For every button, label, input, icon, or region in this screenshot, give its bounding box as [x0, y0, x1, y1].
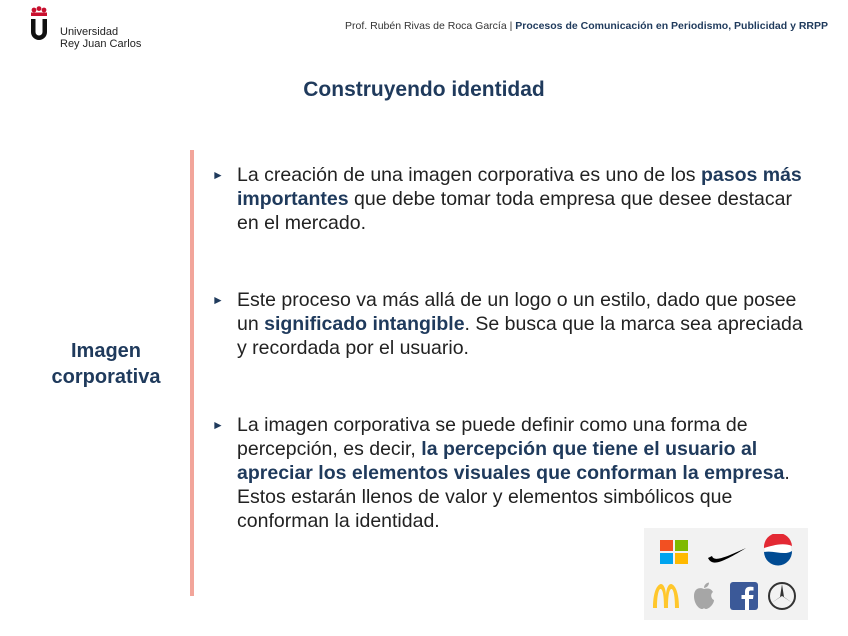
bullet-text: La imagen corporativa se puede definir como una forma de percepción, es decir, [237, 414, 748, 460]
bullet-bold-text: pasos más importantes [237, 164, 802, 210]
professor-name: Prof. Rubén Rivas de Roca García [345, 20, 507, 32]
university-name [60, 26, 141, 50]
bullet-item [212, 163, 812, 235]
mcdonalds-logo-icon [650, 580, 682, 612]
vertical-divider [190, 150, 194, 596]
header-info [345, 20, 828, 32]
bullet-text: . Estos estarán llenos de valor y elementos simbólicos que conforman la identidad. [237, 462, 790, 532]
side-label-line1: Imagen [70, 340, 142, 362]
facebook-logo-icon [728, 580, 760, 612]
bullet-text: . Se busca que la marca sea apreciada y recordada por el usuario. [237, 313, 803, 359]
bullet-item [212, 288, 812, 360]
apple-logo-icon [688, 580, 720, 612]
bullet-text: Este proceso va más allá de un logo o un estilo, dado que posee un [237, 289, 797, 335]
brand-logos-image [644, 528, 808, 620]
course-name: Procesos de Comunicación en Periodismo, Publicidad y RRPP [515, 20, 828, 32]
slide-title: Construyendo identidad [303, 78, 545, 101]
windows-logo-icon [658, 536, 690, 568]
bullet-text: La creación de una imagen corporativa es uno de los [237, 164, 701, 186]
header-separator: | [506, 20, 516, 32]
bullet-bold-text: la percepción que tiene el usuario al apreciar los elementos visuales que conforman la empresa [237, 438, 785, 484]
bullet-arrow-icon: ► [212, 293, 224, 307]
bullet-list [212, 163, 812, 533]
nike-logo-icon [706, 536, 748, 568]
university-logo [28, 6, 158, 52]
university-name-line2: Rey Juan Carlos [60, 38, 142, 50]
bullet-arrow-icon: ► [212, 418, 224, 432]
side-label [36, 338, 176, 390]
bullet-text: que debe tomar toda empresa que desee destacar en el mercado. [237, 188, 792, 234]
bullet-bold-text: significado intangible [264, 313, 465, 335]
mercedes-logo-icon [766, 580, 798, 612]
university-name-line1: Universidad [60, 26, 119, 38]
side-label-line2: corporativa [51, 366, 161, 388]
bullet-arrow-icon: ► [212, 168, 224, 182]
urjc-crown-icon [28, 6, 50, 42]
bullet-item [212, 413, 812, 533]
pepsi-logo-icon [762, 534, 794, 566]
